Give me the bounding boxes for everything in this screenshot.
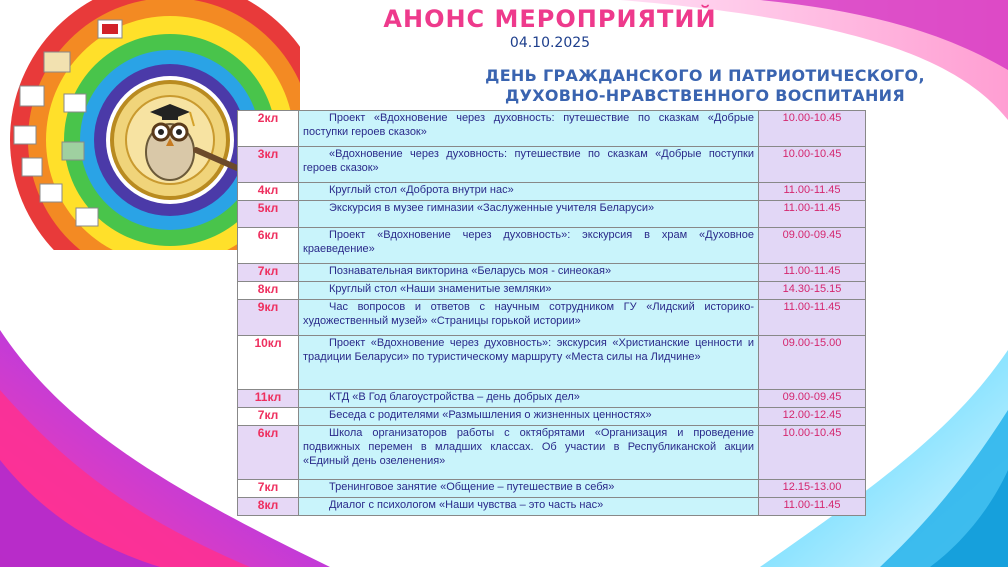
event-description: КТД «В Год благоустройства – день добрых дел»	[299, 390, 759, 408]
event-description: Круглый стол «Наши знаменитые земляки»	[299, 282, 759, 300]
event-description: Проект «Вдохновение через духовность»: экскурсия в храм «Духовное краеведение»	[299, 228, 759, 264]
event-grade: 4кл	[238, 183, 299, 201]
subtitle-line-2: ДУХОВНО-НРАВСТВЕННОГО ВОСПИТАНИЯ	[505, 86, 905, 105]
event-grade: 5кл	[238, 201, 299, 228]
event-time: 12.00-12.45	[759, 408, 866, 426]
event-grade: 7кл	[238, 264, 299, 282]
table-row	[238, 300, 866, 336]
event-time: 10.00-10.45	[759, 111, 866, 147]
event-description: Проект «Вдохновение через духовность: путешествие по сказкам «Добрые поступки героев сказок»	[299, 111, 759, 147]
event-time: 09.00-09.45	[759, 390, 866, 408]
event-time: 11.00-11.45	[759, 201, 866, 228]
table-row	[238, 480, 866, 498]
event-description: Тренинговое занятие «Общение – путешествие в себя»	[299, 480, 759, 498]
event-description: «Вдохновение через духовность: путешествие по сказкам «Добрые поступки героев сказок»	[299, 147, 759, 183]
event-description: Беседа с родителями «Размышления о жизненных ценностях»	[299, 408, 759, 426]
table-row	[238, 408, 866, 426]
event-grade: 2кл	[238, 111, 299, 147]
event-description: Экскурсия в музее гимназии «Заслуженные учителя Беларуси»	[299, 201, 759, 228]
table-row	[238, 147, 866, 183]
event-grade: 7кл	[238, 408, 299, 426]
event-time: 09.00-09.45	[759, 228, 866, 264]
event-description: Школа организаторов работы с октябрятами «Организация и проведение подвижных перемен в младших классах. Об участии в Республиканской акции «Единый день озеленения»	[299, 426, 759, 480]
table-row	[238, 111, 866, 147]
event-grade: 7кл	[238, 480, 299, 498]
event-time: 11.00-11.45	[759, 183, 866, 201]
table-row	[238, 201, 866, 228]
page-title: АНОНС МЕРОПРИЯТИЙ	[383, 5, 717, 33]
event-grade: 9кл	[238, 300, 299, 336]
event-description: Час вопросов и ответов с научным сотрудником ГУ «Лидский историко-художественный музей» «Страницы горькой истории»	[299, 300, 759, 336]
event-time: 11.00-11.45	[759, 300, 866, 336]
table-row	[238, 426, 866, 480]
subtitle-line-1: ДЕНЬ ГРАЖДАНСКОГО И ПАТРИОТИЧЕСКОГО,	[485, 66, 925, 85]
event-time: 14.30-15.15	[759, 282, 866, 300]
table-row	[238, 264, 866, 282]
events-table	[237, 110, 866, 516]
table-row	[238, 183, 866, 201]
event-time: 10.00-10.45	[759, 147, 866, 183]
event-grade: 11кл	[238, 390, 299, 408]
table-row	[238, 498, 866, 516]
table-row	[238, 336, 866, 390]
event-grade: 6кл	[238, 228, 299, 264]
event-time: 12.15-13.00	[759, 480, 866, 498]
event-description: Круглый стол «Доброта внутри нас»	[299, 183, 759, 201]
header	[300, 4, 800, 52]
event-description: Диалог с психологом «Наши чувства – это часть нас»	[299, 498, 759, 516]
page-subtitle	[460, 66, 950, 106]
event-time: 09.00-15.00	[759, 336, 866, 390]
event-grade: 6кл	[238, 426, 299, 480]
event-grade: 10кл	[238, 336, 299, 390]
table-row	[238, 228, 866, 264]
event-description: Проект «Вдохновение через духовность»: экскурсия «Христианские ценности и традиции Беларуси» по туристическому маршруту «Места силы на Лидчине»	[299, 336, 759, 390]
event-time: 10.00-10.45	[759, 426, 866, 480]
event-time: 11.00-11.45	[759, 264, 866, 282]
table-row	[238, 390, 866, 408]
event-grade: 8кл	[238, 282, 299, 300]
table-row	[238, 282, 866, 300]
event-description: Познавательная викторина «Беларусь моя - синеокая»	[299, 264, 759, 282]
event-date: 04.10.2025	[509, 35, 591, 51]
event-grade: 3кл	[238, 147, 299, 183]
event-grade: 8кл	[238, 498, 299, 516]
event-time: 11.00-11.45	[759, 498, 866, 516]
